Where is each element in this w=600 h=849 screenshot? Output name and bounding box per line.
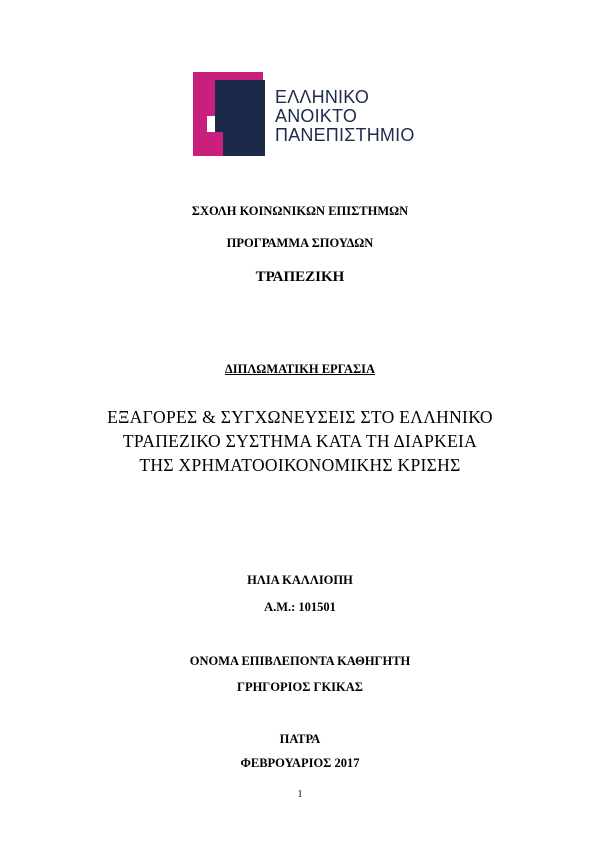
university-logo — [193, 72, 423, 156]
supervisor-label: ΟΝΟΜΑ ΕΠΙΒΛΕΠΟΝΤΑ ΚΑΘΗΓΗΤΗ — [189, 654, 411, 668]
program-label: ΠΡΟΓΡΑΜΜΑ ΣΠΟΥΔΩΝ — [226, 236, 374, 250]
logo-mark-icon — [193, 72, 273, 156]
logo-wordmark — [275, 88, 415, 145]
program-name: ΤΡΑΠΕΖΙΚΗ — [255, 269, 345, 285]
logo-line-3: ΠΑΝΕΠΙΣΤΗΜΙΟ — [275, 125, 415, 145]
supervisor-name: ΓΡΗΓΟΡΙΟΣ ΓΚΙΚΑΣ — [237, 680, 363, 694]
thesis-title — [0, 405, 600, 477]
school-name: ΣΧΟΛΗ ΚΟΙΝΩΝΙΚΩΝ ΕΠΙΣΤΗΜΩΝ — [191, 204, 409, 218]
logo-line-2: ΑΝΟΙΚΤΟ — [275, 106, 358, 126]
logo-line-1: ΕΛΛΗΝΙΚΟ — [275, 87, 370, 107]
thesis-title-line-2: ΤΡΑΠΕΖΙΚΟ ΣΥΣΤΗΜΑ ΚΑΤΑ ΤΗ ΔΙΑΡΚΕΙΑ — [122, 431, 478, 451]
thesis-title-line-1: ΕΞΑΓΟΡΕΣ & ΣΥΓΧΩΝΕΥΣΕΙΣ ΣΤΟ ΕΛΛΗΝΙΚΟ — [107, 407, 493, 427]
date: ΦΕΒΡΟΥΑΡΙΟΣ 2017 — [240, 756, 360, 770]
page-number: 1 — [297, 789, 303, 800]
student-id: Α.Μ.: 101501 — [264, 600, 336, 614]
city: ΠΑΤΡΑ — [279, 732, 321, 746]
thesis-title-line-3: ΤΗΣ ΧΡΗΜΑΤΟΟΙΚΟΝΟΜΙΚΗΣ ΚΡΙΣΗΣ — [139, 455, 461, 475]
document-type: ΔΙΠΛΩΜΑΤΙΚΗ ΕΡΓΑΣΙΑ — [224, 362, 376, 376]
author-name: ΗΛΙΑ ΚΑΛΛΙΟΠΗ — [247, 573, 353, 587]
